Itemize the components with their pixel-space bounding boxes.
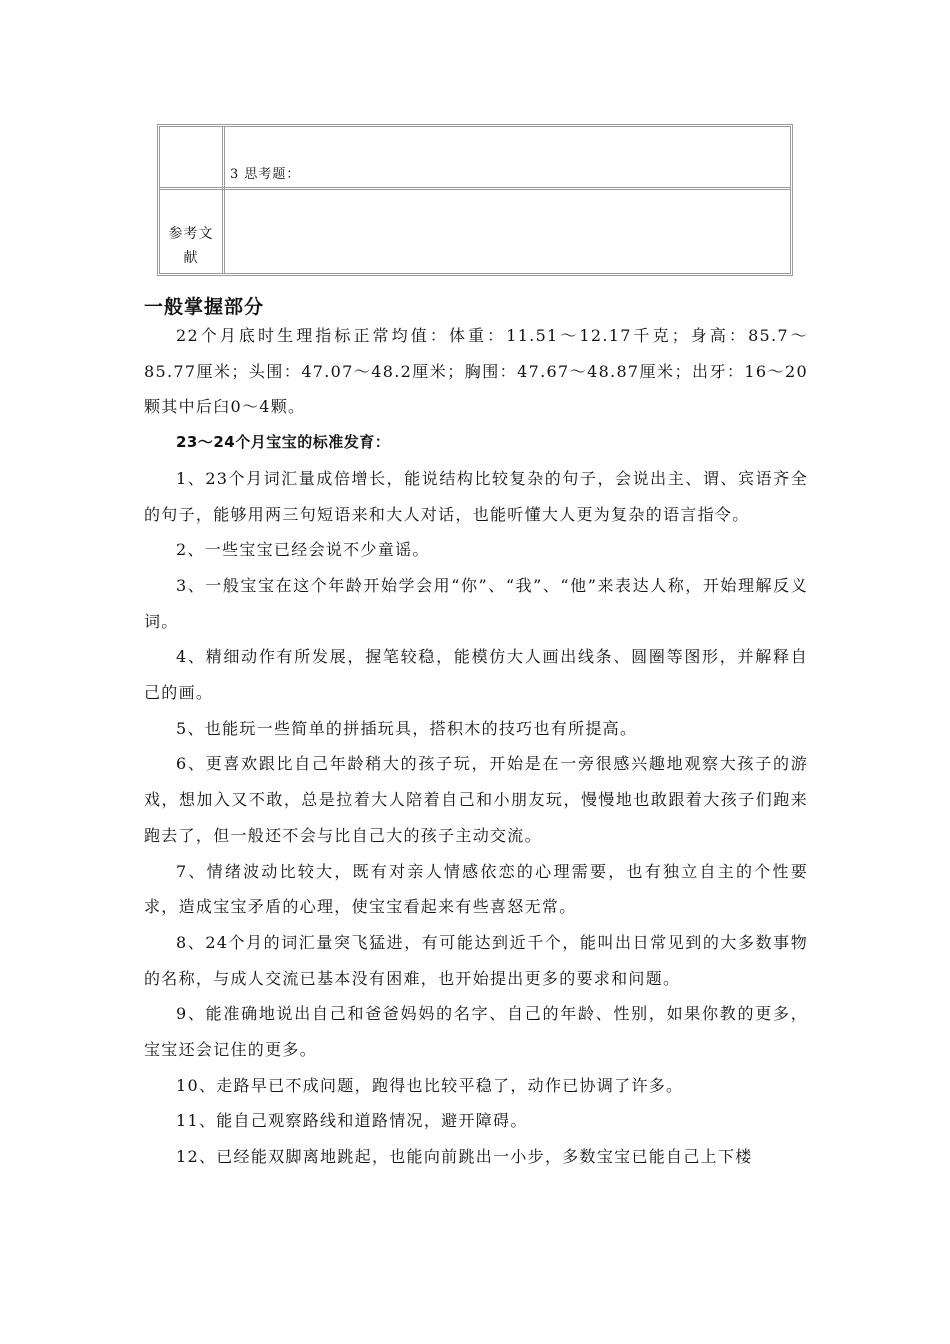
paragraph-item-4: 4、精细动作有所发展，握笔较稳，能模仿大人画出线条、圆圈等图形，并解释自己的画。 — [144, 647, 808, 703]
reference-table — [157, 124, 793, 276]
references-label-cell: 参考文献 — [168, 226, 214, 266]
paragraph-item-1: 1、23个月词汇量成倍增长，能说结构比较复杂的句子，会说出主、谓、宾语齐全的句子，能够用两三句短语来和大人对话，也能听懂大人更为复杂的语言指令。 — [144, 468, 808, 524]
paragraph-item-6: 6、更喜欢跟比自己年龄稍大的孩子玩，开始是在一旁很感兴趣地观察大孩子的游戏，想加入又不敢，总是拉着大人陪着自己和小朋友玩，慢慢地也敢跟着大孩子们跑来跑去了，但一般还不会与比自己大的孩子主动交流。 — [144, 754, 808, 845]
paragraph-item-10: 10、走路早已不成问题，跑得也比较平稳了，动作已协调了许多。 — [176, 1075, 684, 1095]
paragraph-item-5: 5、也能玩一些简单的拼插玩具，搭积木的技巧也有所提高。 — [176, 718, 638, 738]
paragraph-item-3: 3、一般宝宝在这个年龄开始学会用“你”、“我”、“他”来表达人称，开始理解反义词。 — [144, 575, 808, 631]
paragraph-item-2: 2、一些宝宝已经会说不少童谣。 — [176, 540, 430, 560]
paragraph-item-9: 9、能准确地说出自己和爸爸妈妈的名字、自己的年龄、性别，如果你教的更多，宝宝还会记住的更多。 — [144, 1004, 808, 1060]
table-row-divider — [160, 187, 790, 190]
think-question-cell: 3 思考题： — [230, 167, 301, 182]
paragraph-growth-indicators: 22个月底时生理指标正常均值：体重：11.51～12.17千克；身高：85.7～85.77厘米；头围：47.07～48.2厘米；胸围：47.67～48.87厘米；出牙：16～20颗其中后臼0～4颗。 — [144, 326, 808, 417]
subheading-development: 23～24个月宝宝的标准发育： — [176, 433, 391, 452]
paragraph-item-12: 12、已经能双脚离地跳起，也能向前跳出一小步，多数宝宝已能自己上下楼 — [176, 1147, 753, 1167]
document-body — [144, 318, 808, 1175]
section-title: 一般掌握部分 — [144, 296, 265, 318]
paragraph-item-11: 11、能自己观察路线和道路情况，避开障碍。 — [176, 1111, 528, 1131]
table-column-divider — [222, 127, 225, 273]
paragraph-item-7: 7、情绪波动比较大，既有对亲人情感依恋的心理需要，也有独立自主的个性要求，造成宝宝矛盾的心理，使宝宝看起来有些喜怒无常。 — [144, 861, 808, 917]
paragraph-item-8: 8、24个月的词汇量突飞猛进，有可能达到近千个，能叫出日常见到的大多数事物的名称，与成人交流已基本没有困难，也开始提出更多的要求和问题。 — [144, 932, 808, 988]
